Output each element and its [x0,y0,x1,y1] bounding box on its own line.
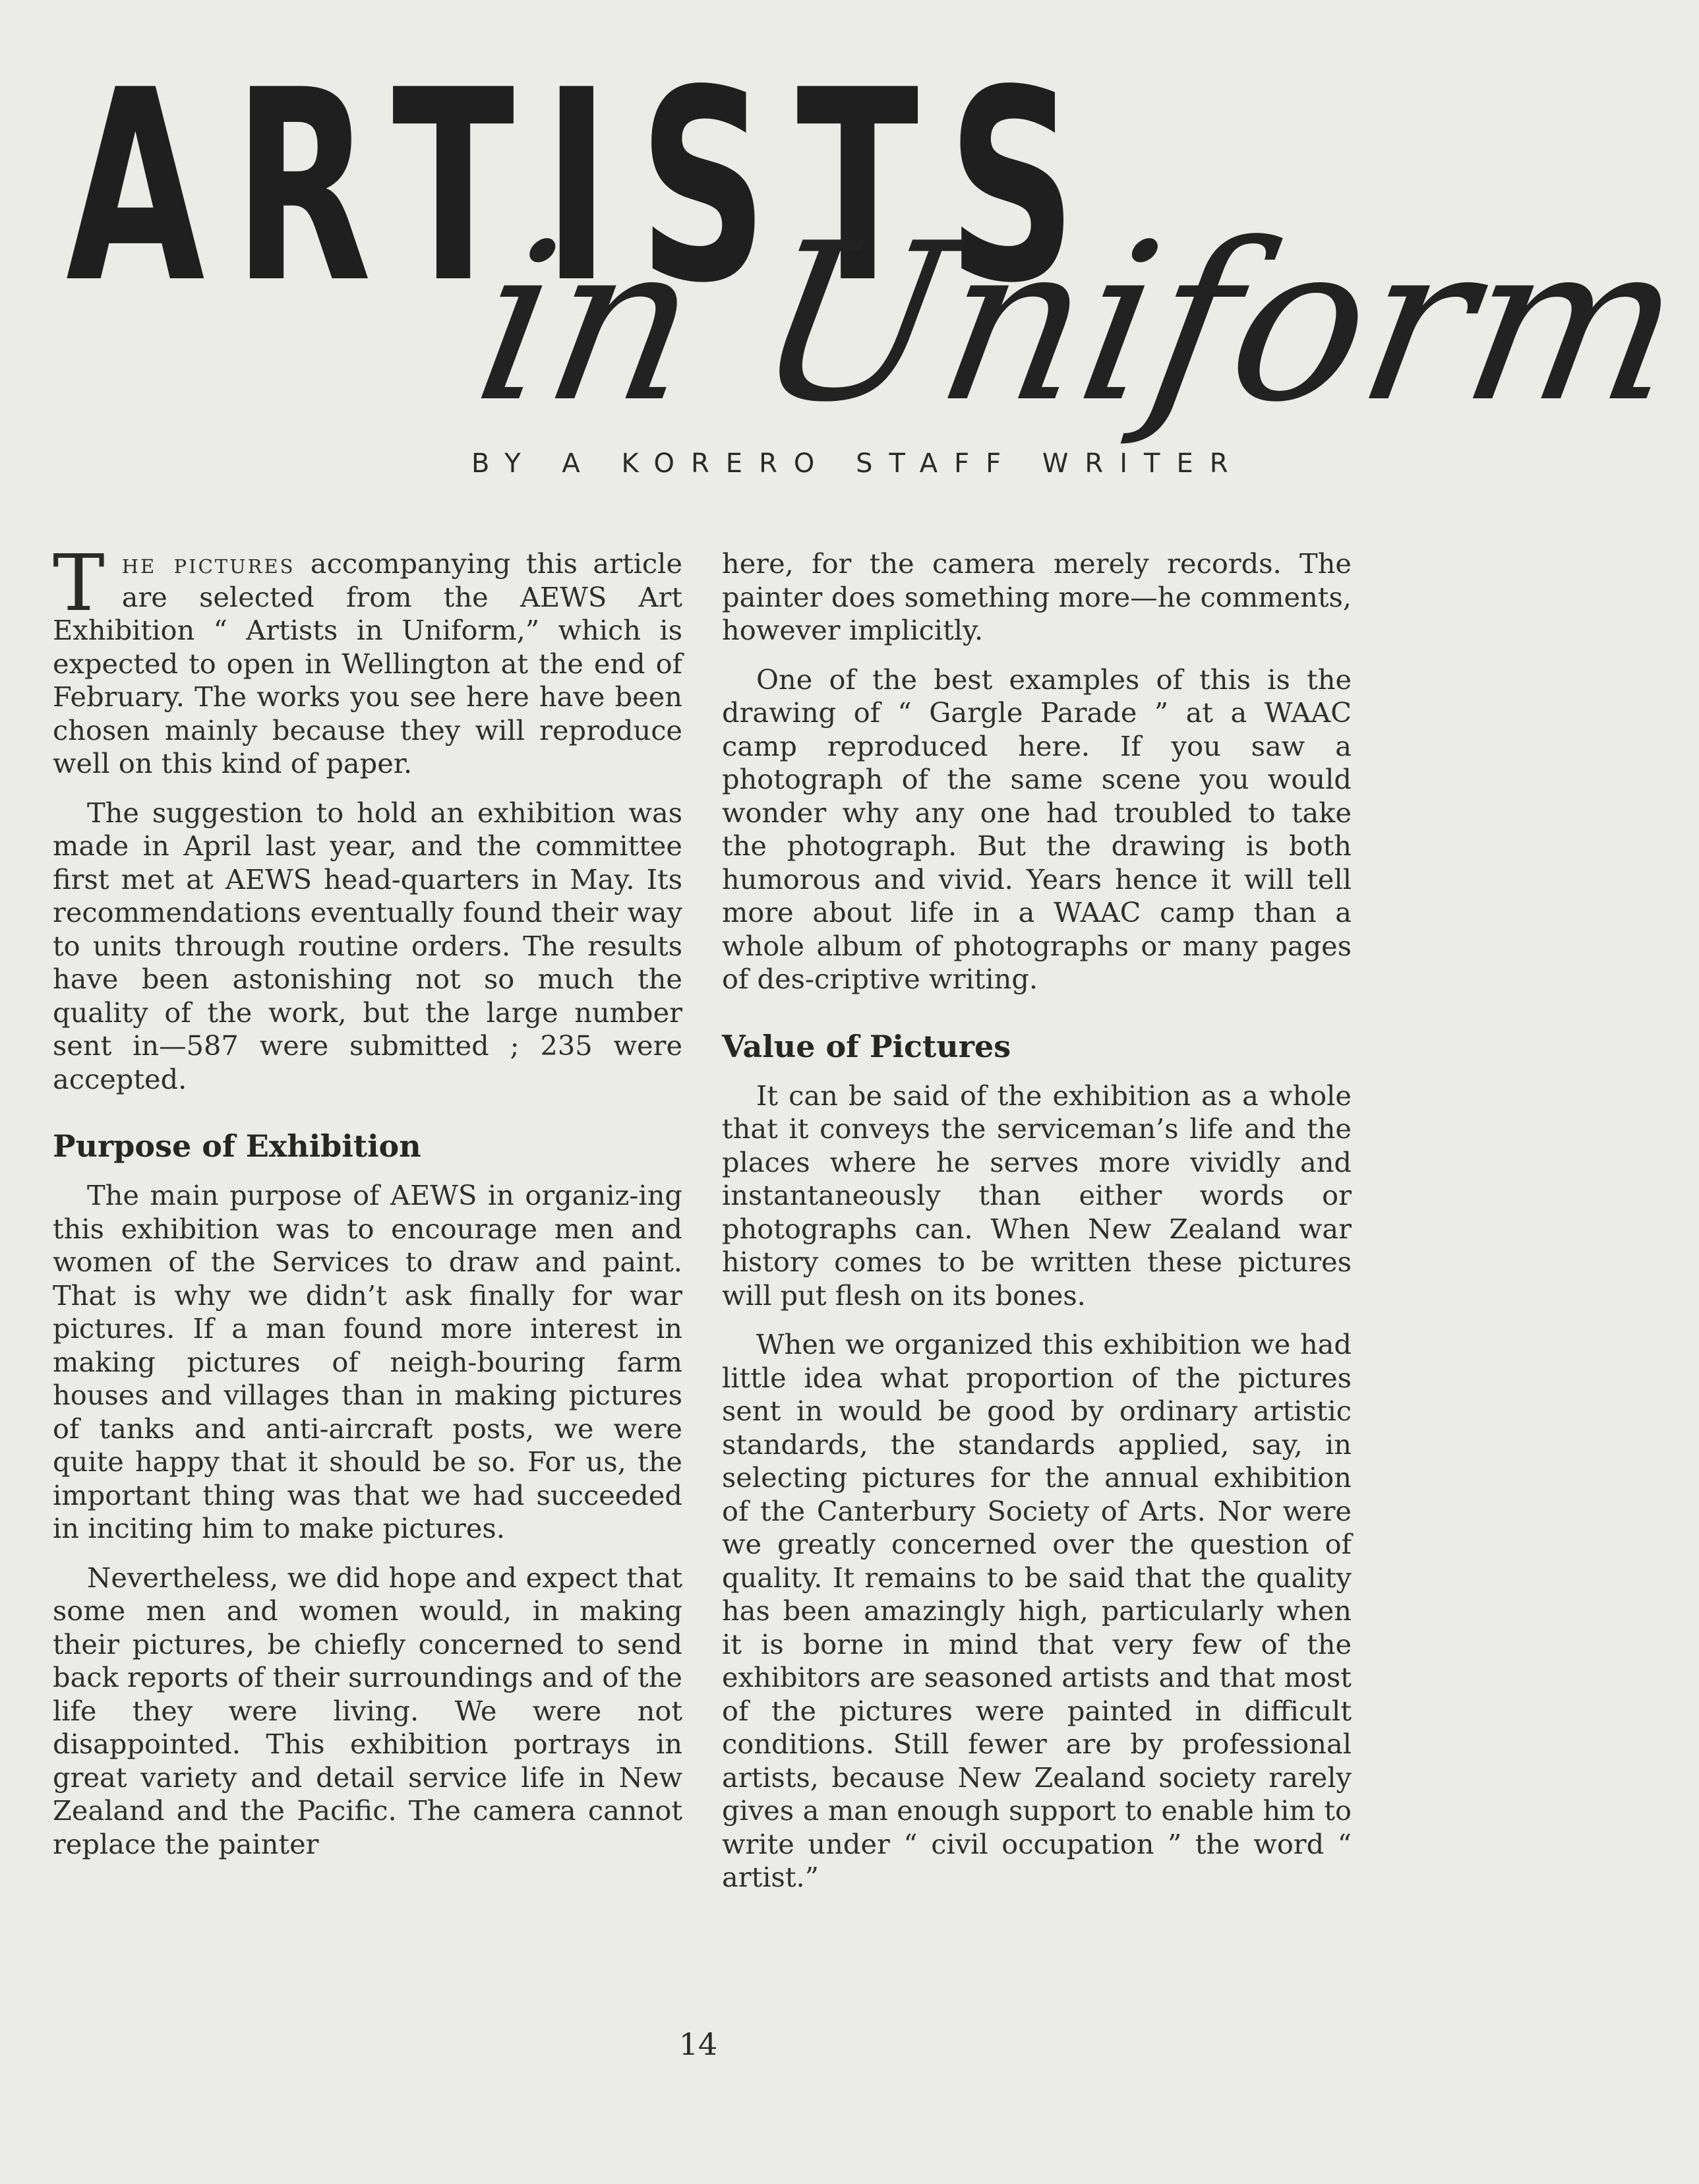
heading-purpose: Purpose of Exhibition [53,1128,421,1164]
heading-value: Value of Pictures [722,1028,1011,1064]
paragraph-purpose: The main purpose of AEWS in organiz-ing this exhibition was to encourage men and women of the Services to draw and paint. That is why we didn’t ask finally for war pictures. If a man found more interest in making pictures of neigh-bouring farm houses and villages than in making pictures of tanks and anti-aircraft posts, we were quite happy that it should be so. For us, the important thing was that we had succeeded in inciting him to make pictures. [53,1179,682,1544]
paragraph-nevertheless-continued: here, for the camera merely records. The painter does something more—he comments, however implicitly. [722,547,1352,646]
intro-small-caps: he pictures [121,547,295,580]
article-title: ARTISTS [66,34,1106,341]
intro-text: accompanying this article are selected from the AEWS Art Exhibition “ Artists in Uniform,” which is expected to open in Wellington at the end of February. The works you see here have been chosen mainly because they will reproduce well on this kind of paper. [53,547,683,779]
article-subtitle: in Uniform [461,197,1699,450]
paragraph-gargle-parade: One of the best examples of this is the drawing of “ Gargle Parade ” at a WAAC camp reproduced here. If you saw a photograph of the same scene you would wonder why any one had troubled to take the photograph. But the drawing is both humorous and vivid. Years hence it will tell more about life in a WAAC camp than a whole album of photographs or many pages of des-criptive writing. [722,663,1352,995]
drop-cap: T [53,537,105,628]
paragraph-value: It can be said of the exhibition as a whole that it conveys the serviceman’s life and the places where he serves more vividly and instantaneously than either words or photographs can. When New Zealand war history comes to be written these pictures will put flesh on its bones. [722,1079,1352,1312]
paragraph-nevertheless: Nevertheless, we did hope and expect that some men and women would, in making their pictures, be chiefly concerned to send back reports of their surroundings and of the life they were living. We were not disappointed. This exhibition portrays in great variety and detail service life in New Zealand and the Pacific. The camera cannot replace the painter [53,1561,682,1860]
byline: BY A KORERO STAFF WRITER [471,448,1245,479]
paragraph-organized: When we organized this exhibition we had little idea what proportion of the pictures sent in would be good by ordinary artistic standards, the standards applied, say, in selecting pictures for the annual exhibition of the Canterbury Society of Arts. Nor were we greatly concerned over the question of quality. It remains to be said that the quality has been amazingly high, particularly when it is borne in mind that very few of the exhibitors are seasoned artists and that most of the pictures were painted in difficult conditions. Still fewer are by professional artists, because New Zealand society rarely gives a man enough support to enable him to write under “ civil occupation ” the word “ artist.” [722,1328,1352,1893]
right-column [722,547,1352,1910]
page-number: 14 [678,2026,718,2062]
intro-paragraph [53,537,683,781]
left-column [53,537,683,1877]
paragraph-suggestion: The suggestion to hold an exhibition was made in April last year, and the committee first met at AEWS head-quarters in May. Its recommendations eventually found their way to units through routine orders. The results have been astonishing not so much the quality of the work, but the large number sent in—587 were submitted ; 235 were accepted. [53,796,682,1095]
